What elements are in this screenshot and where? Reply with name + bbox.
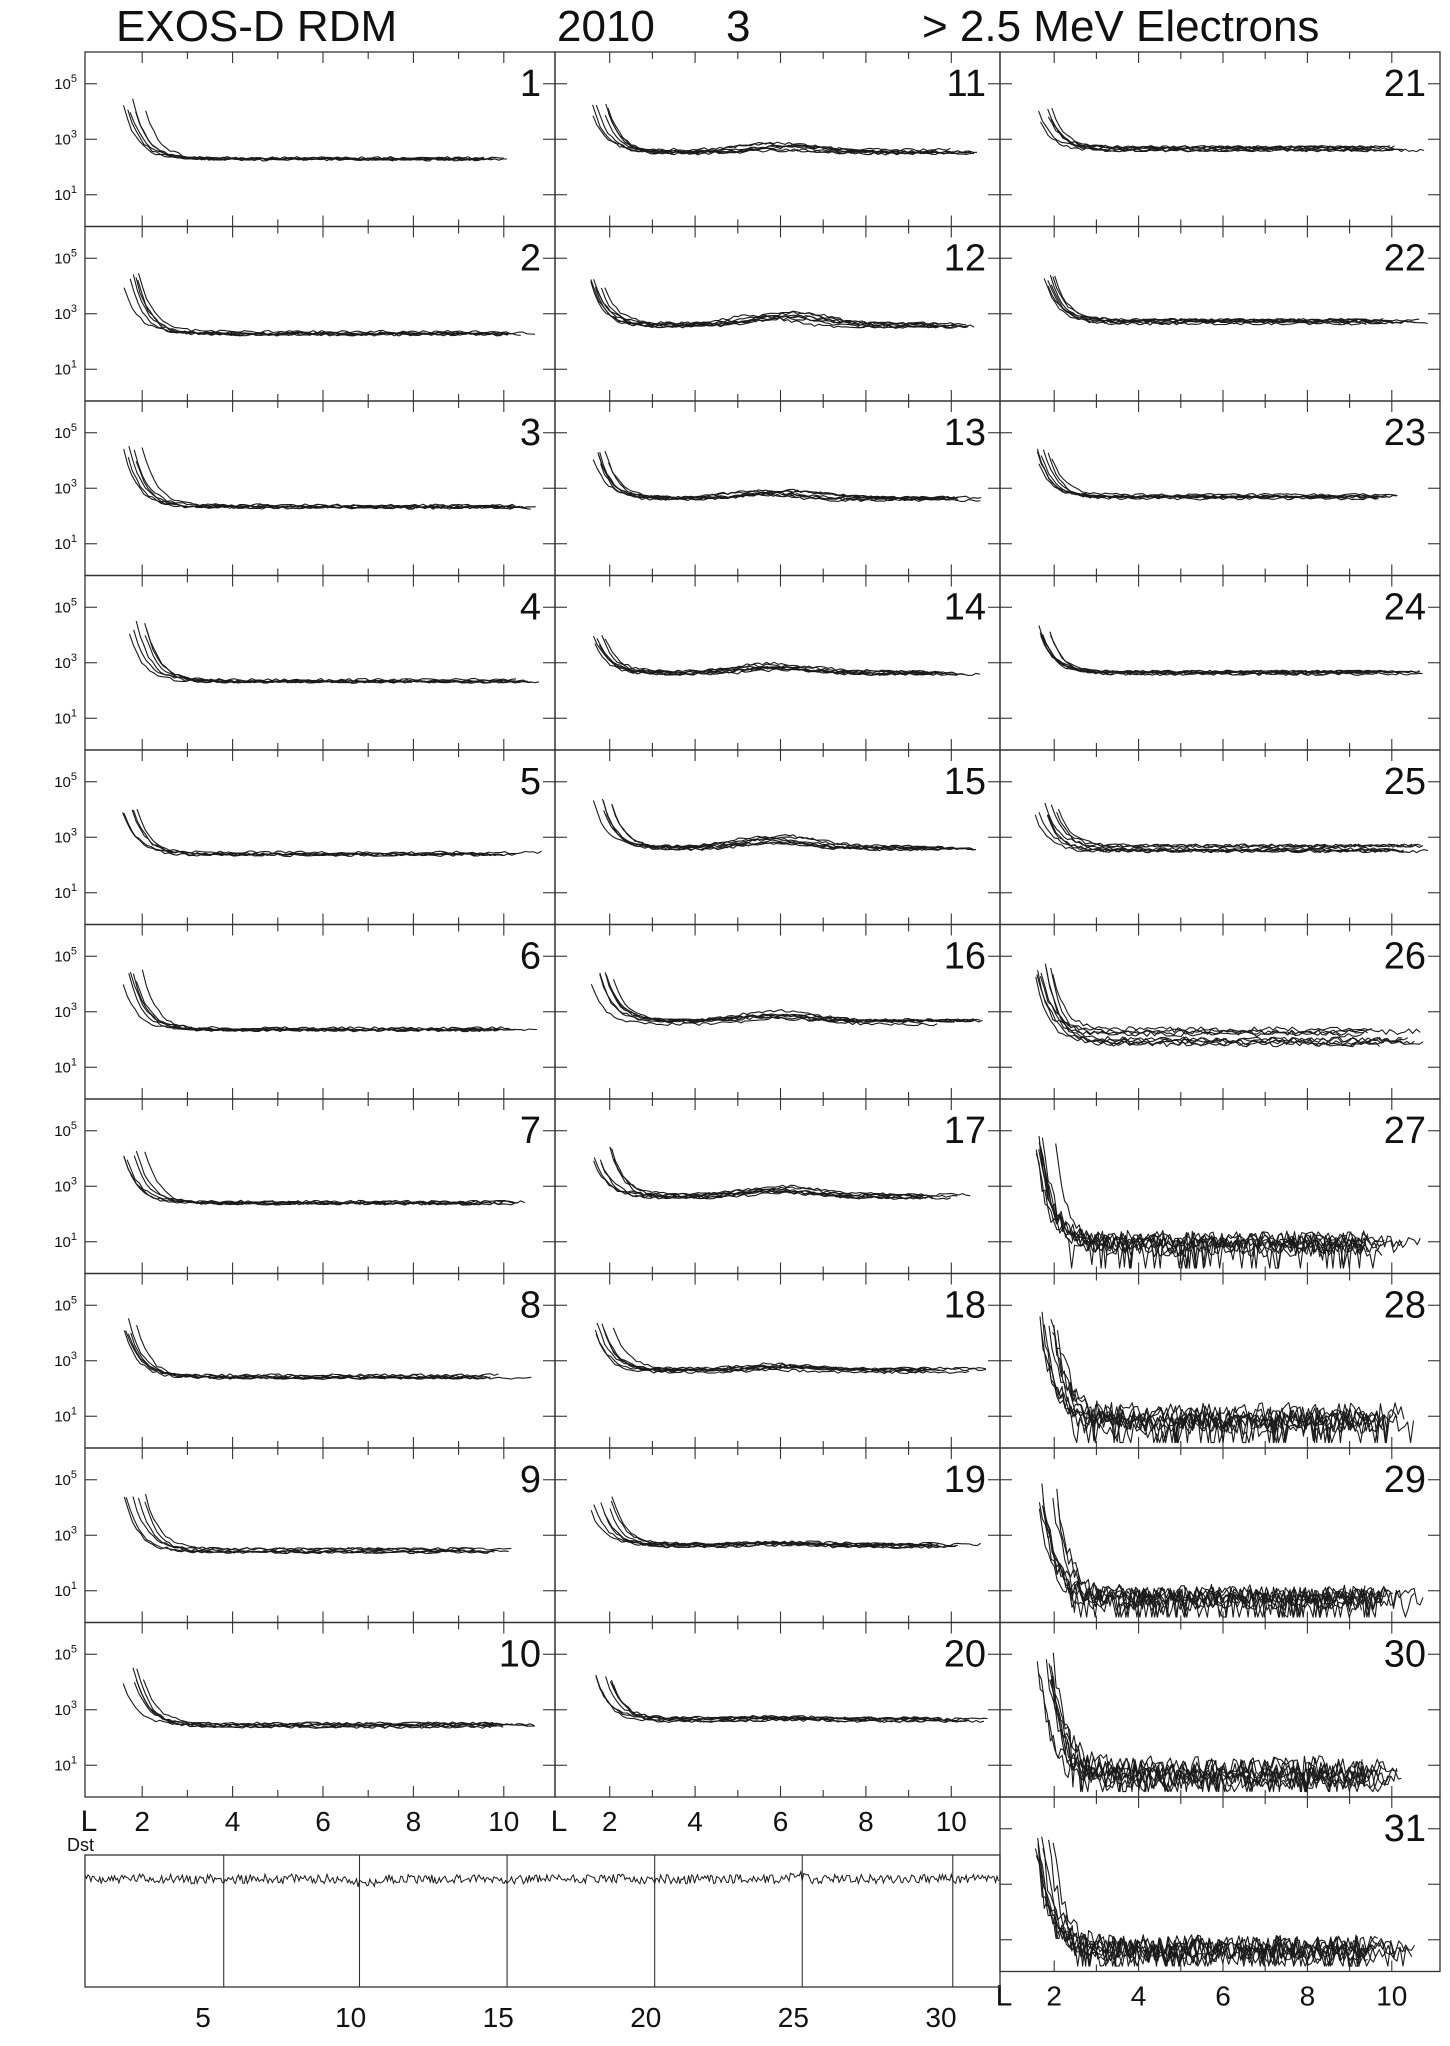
panel-frame: [555, 401, 1000, 576]
flux-trace-pass: [139, 273, 505, 333]
flux-trace-pass: [137, 1325, 532, 1379]
dst-x-tick-label: 20: [630, 2002, 662, 2033]
panel-day-label: 4: [519, 586, 541, 629]
flux-panel-day-15: [555, 750, 1000, 925]
flux-panel-day-27: [1000, 1099, 1440, 1274]
flux-trace-pass: [136, 112, 490, 161]
flux-trace-pass: [143, 1680, 493, 1725]
panel-day-label: 27: [1383, 1110, 1426, 1152]
panel-frame: [85, 750, 555, 925]
y-tick-label: $10^1$: [54, 532, 77, 553]
flux-trace-pass: [145, 635, 527, 683]
y-tick-label: $10^1$: [54, 1579, 77, 1600]
y-tick-label: $10^3$: [54, 1524, 77, 1545]
y-tick-label: $10^1$: [54, 1230, 77, 1251]
flux-trace-pass: [1041, 456, 1375, 499]
x-tick-label: 4: [687, 1806, 703, 1837]
y-tick-label: $10^5$: [54, 247, 77, 268]
x-tick-label: 2: [134, 1806, 150, 1837]
flux-trace-pass: [130, 112, 484, 159]
flux-trace-pass: [145, 1502, 495, 1554]
panel-frame: [85, 52, 555, 227]
panel-day-label: 1: [519, 63, 541, 105]
flux-trace-pass: [130, 972, 508, 1029]
y-tick-label: $10^1$: [54, 881, 77, 902]
x-tick-label: 4: [224, 1806, 241, 1837]
flux-trace-pass: [1053, 277, 1383, 321]
flux-trace-pass: [124, 813, 482, 856]
flux-panel-day-1: [54, 52, 555, 227]
flux-trace-pass: [123, 1684, 534, 1727]
flux-trace-pass: [1046, 967, 1414, 1046]
flux-trace-pass: [127, 1160, 517, 1203]
flux-trace-pass: [612, 1497, 981, 1546]
flux-trace-pass: [1051, 636, 1378, 675]
flux-trace-pass: [147, 629, 481, 683]
flux-trace-pass: [1043, 634, 1415, 673]
flux-panel-day-16: [555, 925, 1000, 1100]
flux-trace-pass: [601, 464, 958, 501]
flux-trace-pass: [1048, 286, 1371, 321]
chart-title-month: 3: [726, 2, 751, 51]
flux-trace-pass: [134, 1682, 512, 1725]
x-axis-label-L: L: [80, 1805, 98, 1838]
panel-day-label: 3: [519, 412, 541, 454]
dst-panel: [67, 1835, 1000, 2033]
flux-trace-pass: [136, 461, 531, 509]
panel-day-label: 28: [1383, 1284, 1426, 1327]
flux-trace-pass: [596, 1677, 942, 1720]
x-axis-label-L: L: [550, 1805, 568, 1838]
panel-frame: [85, 1274, 555, 1449]
panel-day-label: 22: [1383, 237, 1426, 280]
flux-trace-pass: [591, 281, 968, 328]
flux-trace-pass: [1044, 638, 1420, 673]
flux-trace-pass: [1036, 977, 1423, 1045]
flux-trace-pass: [124, 288, 535, 335]
x-tick-label: 10: [488, 1806, 520, 1837]
panel-frame: [1000, 750, 1440, 925]
panel-day-label: 13: [943, 412, 986, 454]
flux-trace-pass: [133, 974, 487, 1032]
dst-x-tick-label: 5: [195, 2002, 211, 2033]
flux-panel-day-26: [1000, 925, 1440, 1100]
y-tick-label: $10^1$: [54, 1754, 77, 1775]
flux-trace-pass: [602, 635, 933, 675]
panel-day-label: 8: [519, 1284, 541, 1327]
y-tick-label: $10^1$: [54, 358, 77, 379]
flux-trace-pass: [129, 973, 515, 1031]
flux-trace-pass: [610, 1147, 925, 1196]
flux-trace-pass: [142, 970, 537, 1032]
panel-day-label: 29: [1383, 1459, 1426, 1501]
flux-trace-pass: [1045, 803, 1421, 848]
flux-panel-day-29: [1000, 1448, 1440, 1623]
flux-trace-pass: [124, 1330, 490, 1379]
flux-trace-pass: [1048, 453, 1378, 500]
x-tick-label: 4: [1130, 1980, 1147, 2012]
flux-trace-pass: [1040, 633, 1420, 674]
flux-trace-pass: [1058, 809, 1423, 848]
flux-trace-pass: [594, 1505, 932, 1546]
flux-trace-pass: [146, 1494, 476, 1550]
panel-day-label: 19: [943, 1459, 986, 1501]
x-tick-label: 2: [601, 1806, 618, 1837]
flux-trace-pass: [610, 1681, 925, 1719]
x-tick-label: 2: [1046, 1980, 1062, 2012]
chart-title-year: 2010: [557, 2, 655, 51]
flux-trace-pass: [596, 288, 969, 328]
flux-trace-pass: [130, 279, 521, 336]
flux-trace-pass: [133, 99, 507, 161]
flux-trace-pass: [599, 455, 953, 499]
chart-title-species: > 2.5 MeV Electrons: [922, 2, 1320, 51]
flux-trace-pass: [124, 105, 494, 160]
flux-trace-pass: [133, 1668, 503, 1728]
flux-trace-pass: [593, 105, 973, 154]
panel-day-label: 14: [943, 586, 986, 629]
panel-day-label: 12: [943, 237, 986, 280]
y-tick-label: $10^3$: [54, 128, 77, 149]
flux-trace-pass: [1048, 815, 1428, 853]
flux-trace-pass: [128, 1334, 498, 1377]
panel-day-label: 6: [519, 935, 541, 978]
flux-panel-day-4: [54, 576, 555, 751]
panel-day-label: 26: [1383, 935, 1426, 978]
panel-frame: [85, 925, 555, 1100]
flux-panel-day-12: [555, 227, 1000, 402]
panel-frame: [85, 1099, 555, 1274]
y-tick-label: $10^3$: [54, 1349, 77, 1370]
flux-trace-pass: [611, 1501, 938, 1545]
flux-trace-pass: [593, 460, 981, 499]
flux-panel-day-9: [54, 1448, 555, 1623]
panel-day-label: 10: [498, 1633, 541, 1676]
flux-trace-pass: [1037, 1661, 1397, 1791]
flux-trace-pass: [1052, 459, 1398, 497]
flux-trace-pass: [128, 110, 482, 161]
panel-day-label: 11: [946, 63, 986, 105]
flux-trace-pass: [612, 1148, 958, 1197]
flux-trace-pass: [134, 450, 512, 507]
flux-trace-pass: [126, 1331, 484, 1378]
flux-trace-pass: [1037, 452, 1383, 498]
flux-panel-day-2: [54, 227, 555, 402]
flux-trace-pass: [134, 630, 516, 681]
flux-trace-pass: [1052, 108, 1371, 149]
flux-trace-pass: [601, 288, 974, 328]
flux-trace-pass: [1048, 280, 1394, 322]
flux-trace-pass: [1039, 626, 1423, 675]
y-tick-label: $10^5$: [54, 945, 77, 966]
flux-trace-pass: [136, 1151, 502, 1205]
panel-frame: [1000, 925, 1440, 1100]
flux-panel-day-19: [555, 1448, 1000, 1623]
flux-panel-day-10: [54, 1623, 555, 1798]
panel-frame: [85, 1448, 555, 1623]
panel-day-label: 16: [943, 935, 986, 978]
flux-trace-pass: [136, 981, 498, 1031]
flux-panel-day-7: [54, 1099, 555, 1274]
flux-panel-day-11: [555, 52, 1000, 227]
flux-trace-pass: [136, 1680, 535, 1726]
flux-trace-pass: [128, 457, 523, 509]
panel-day-label: 2: [519, 237, 541, 280]
y-tick-label: $10^5$: [54, 421, 77, 442]
y-tick-label: $10^5$: [54, 1294, 77, 1315]
y-tick-label: $10^5$: [54, 596, 77, 617]
flux-trace-pass: [1037, 449, 1386, 499]
flux-trace-pass: [137, 809, 503, 856]
dst-frame: [85, 1855, 1000, 1987]
panel-frame: [85, 401, 555, 576]
flux-trace-pass: [124, 1497, 474, 1554]
flux-trace-pass: [137, 1669, 491, 1729]
flux-panel-day-21: [1000, 52, 1440, 227]
flux-trace-pass: [613, 1685, 967, 1721]
flux-trace-pass: [1040, 976, 1420, 1034]
panel-day-label: 15: [943, 761, 986, 803]
flux-trace-pass: [136, 621, 539, 683]
panel-frame: [555, 925, 1000, 1100]
flux-trace-pass: [131, 1333, 485, 1379]
flux-trace-pass: [602, 1324, 929, 1373]
flux-trace-pass: [142, 448, 520, 508]
panel-day-label: 24: [1383, 586, 1426, 629]
flux-trace-pass: [138, 1498, 492, 1552]
y-tick-label: $10^1$: [54, 1405, 77, 1426]
flux-trace-pass: [1041, 635, 1390, 672]
panel-day-label: 9: [519, 1459, 541, 1501]
flux-trace-pass: [1050, 275, 1415, 323]
y-tick-label: $10^5$: [54, 72, 77, 93]
panel-day-label: 21: [1383, 63, 1426, 105]
x-tick-label: 6: [772, 1806, 789, 1837]
panel-day-label: 18: [943, 1284, 986, 1327]
chart-title-instrument: EXOS-D RDM: [116, 2, 398, 51]
flux-trace-pass: [124, 1157, 514, 1205]
flux-trace-pass: [1039, 111, 1404, 150]
flux-trace-pass: [593, 801, 943, 848]
flux-panel-day-8: [54, 1274, 555, 1449]
flux-panel-day-3: [54, 401, 555, 576]
flux-trace-pass: [606, 1676, 948, 1720]
flux-trace-pass: [1045, 964, 1379, 1047]
flux-trace-pass: [1048, 117, 1390, 149]
flux-trace-pass: [129, 634, 532, 683]
flux-trace-pass: [1053, 974, 1372, 1032]
x-tick-label: 6: [1215, 1980, 1231, 2012]
panel-frame: [555, 1623, 1000, 1798]
flux-trace-pass: [613, 1328, 986, 1370]
panel-frame: [85, 576, 555, 751]
flux-trace-pass: [123, 813, 542, 854]
flux-trace-pass: [133, 810, 515, 856]
y-tick-label: $10^5$: [54, 1468, 77, 1489]
flux-panel-day-14: [555, 576, 1000, 751]
y-tick-label: $10^3$: [54, 1000, 77, 1021]
flux-panel-day-13: [555, 401, 1000, 576]
dst-x-tick-label: 25: [777, 2002, 809, 2033]
flux-trace-pass: [124, 1156, 478, 1204]
flux-trace-pass: [1055, 276, 1420, 322]
flux-panel-day-31: [1000, 1797, 1440, 1972]
y-tick-label: $10^5$: [54, 770, 77, 791]
y-tick-label: $10^5$: [54, 1643, 77, 1664]
flux-trace-pass: [1044, 278, 1428, 323]
flux-panel-day-6: [54, 925, 555, 1100]
y-tick-label: $10^5$: [54, 1119, 77, 1140]
flux-trace-pass: [1053, 124, 1395, 149]
y-tick-label: $10^1$: [54, 707, 77, 728]
flux-panel-day-30: [1000, 1623, 1440, 1798]
flux-panel-day-24: [1000, 576, 1440, 751]
flux-trace-pass: [134, 1156, 525, 1204]
flux-trace-pass: [1050, 632, 1373, 676]
y-tick-label: $10^1$: [54, 183, 77, 204]
flux-trace-pass: [145, 1152, 483, 1205]
flux-panel-day-25: [1000, 750, 1440, 925]
flux-panel-day-23: [1000, 401, 1440, 576]
panel-frame: [555, 1448, 1000, 1623]
x-tick-label: 6: [315, 1806, 331, 1837]
dst-x-tick-label: 15: [482, 2002, 514, 2033]
panel-day-label: 17: [943, 1110, 986, 1152]
panel-day-label: 23: [1383, 412, 1426, 454]
y-tick-label: $10^3$: [54, 477, 77, 498]
flux-trace-pass: [1043, 450, 1396, 498]
flux-trace-pass: [136, 277, 510, 335]
dst-x-tick-label: 30: [925, 2002, 957, 2033]
dst-trace: [85, 1872, 999, 1887]
panel-frame: [85, 1623, 555, 1798]
flux-trace-pass: [145, 623, 532, 682]
panel-day-label: 20: [943, 1633, 986, 1676]
flux-trace-pass: [600, 973, 981, 1022]
flux-panel-day-20: [555, 1623, 1000, 1798]
y-tick-label: $10^3$: [54, 302, 77, 323]
x-tick-label: 8: [858, 1806, 874, 1837]
x-axis-label-L: L: [995, 1979, 1013, 2013]
x-tick-label: 8: [405, 1806, 422, 1837]
dst-label: Dst: [67, 1835, 94, 1855]
flux-trace-pass: [593, 636, 939, 673]
flux-panel-day-17: [555, 1099, 1000, 1274]
flux-panel-day-28: [1000, 1274, 1440, 1449]
flux-trace-pass: [133, 1497, 511, 1551]
dst-x-tick-label: 10: [335, 2002, 367, 2033]
panel-day-label: 7: [519, 1110, 541, 1152]
flux-panel-day-22: [1000, 227, 1440, 402]
flux-trace-pass: [138, 280, 508, 336]
y-tick-label: $10^3$: [54, 826, 77, 847]
y-tick-label: $10^3$: [54, 1698, 77, 1719]
y-tick-label: $10^3$: [54, 651, 77, 672]
x-tick-label: 8: [1299, 1980, 1316, 2012]
panel-day-label: 31: [1383, 1808, 1426, 1850]
flux-panel-day-18: [555, 1274, 1000, 1449]
panel-day-label: 30: [1383, 1633, 1426, 1676]
x-tick-label: 10: [935, 1806, 967, 1837]
flux-trace-pass: [132, 810, 502, 856]
flux-trace-pass: [1044, 1510, 1393, 1617]
y-tick-label: $10^3$: [54, 1175, 77, 1196]
flux-trace-pass: [124, 449, 527, 508]
flux-trace-pass: [612, 1680, 969, 1722]
y-tick-label: $10^1$: [54, 1056, 77, 1077]
x-tick-label: 10: [1376, 1980, 1408, 2012]
flux-trace-pass: [129, 1318, 475, 1378]
flux-trace-pass: [1051, 805, 1412, 848]
flux-trace-pass: [133, 274, 507, 335]
flux-trace-pass: [123, 984, 501, 1031]
panel-frame: [1000, 576, 1440, 751]
flux-trace-pass: [146, 111, 504, 160]
panel-day-label: 25: [1383, 761, 1426, 803]
flux-panel-day-5: [54, 750, 555, 925]
panel-day-label: 5: [519, 761, 541, 803]
flux-trace-pass: [129, 446, 536, 508]
